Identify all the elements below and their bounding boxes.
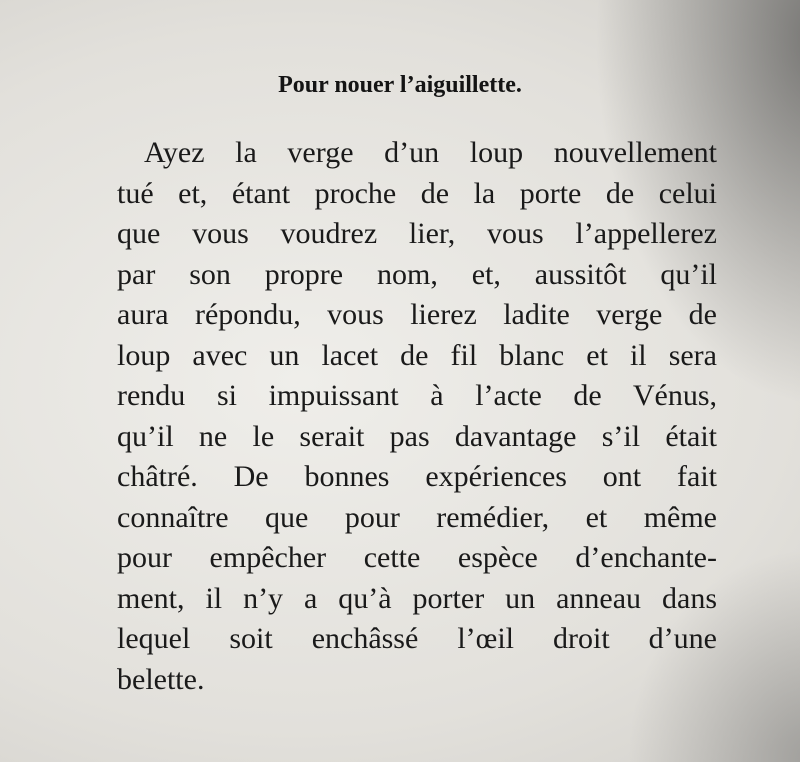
body-paragraph [117,133,717,700]
section-heading: Pour nouer l’aiguillette. [278,72,522,98]
text-line: aura répondu, vous lierez ladite verge de [117,298,717,331]
text-line: qu’il ne le serait pas davantage s’il était [117,419,717,453]
text-line: lequel soit enchâssé l’œil droit d’une [117,622,717,655]
text-line: ment, il n’y a qu’à porter un anneau dans [117,581,717,615]
text-line: châtré. De bonnes expériences ont fait [117,460,717,493]
text-line: rendu si impuissant à l’acte de Vénus, [117,379,717,412]
text-line: que vous voudrez lier, vous l’appellerez [117,217,717,250]
text-line: Ayez la verge d’un loup nouvellement [144,136,717,169]
text-line: tué et, étant proche de la porte de celui [117,176,717,210]
text-line: pour empêcher cette espèce d’enchante- [117,541,717,574]
text-line: par son propre nom, et, aussitôt qu’il [117,257,717,291]
text-line: connaître que pour remédier, et même [117,500,717,534]
text-line: belette. [117,662,205,696]
text-line: loup avec un lacet de fil blanc et il sera [117,338,717,372]
